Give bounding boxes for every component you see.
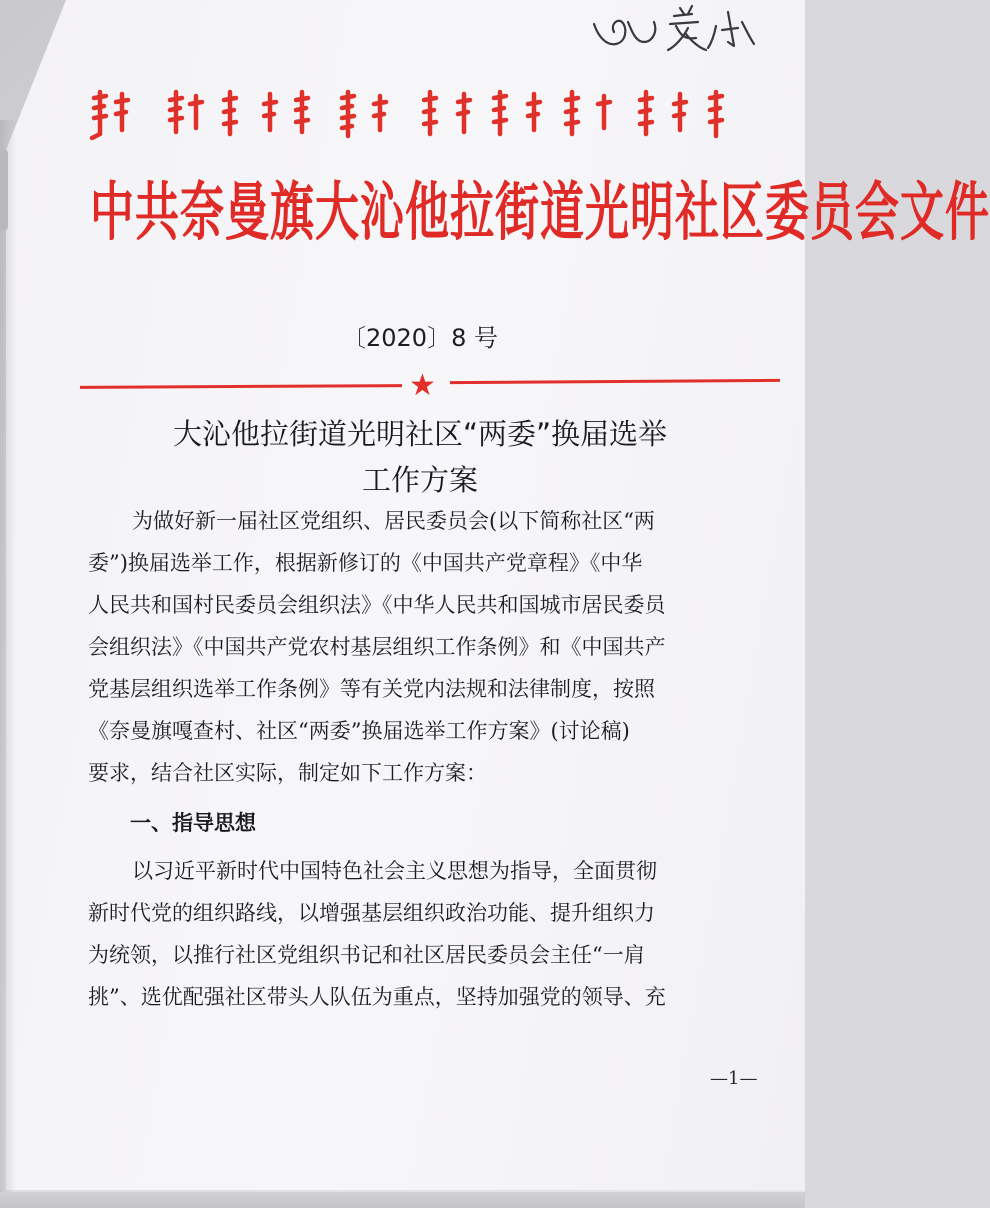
paragraph-line: 为做好新一届社区党组织、居民委员会(以下简称社区“两 [132, 509, 655, 533]
star-icon: ★ [409, 368, 436, 403]
paragraph-line: 新时代党的组织路线，以增强基层组织政治功能、提升组织力 [88, 901, 655, 925]
guiding-ideology-paragraph [88, 850, 788, 1018]
paragraph-line: 委”)换届选举工作，根据新修订的《中国共产党章程》《中华 [88, 551, 643, 575]
paragraph-line: 为统领，以推行社区党组织书记和社区居民委员会主任“一肩 [88, 943, 645, 967]
table-surface [0, 1192, 805, 1208]
paragraph-line: 党基层组织选举工作条例》等有关党内法规和法律制度，按照 [88, 677, 655, 701]
handwritten-signature [588, 2, 788, 64]
page-fold-shadow [0, 120, 16, 1200]
paragraph-line: 挑”、选优配强社区带头人队伍为重点，坚持加强党的领导、充 [88, 985, 666, 1009]
paragraph-line: 《奈曼旗嘎查村、社区“两委”换届选举工作方案》(讨论稿) [88, 719, 630, 743]
issuing-authority-title: 中共奈曼旗大沁他拉街道光明社区委员会文件 [90, 175, 990, 250]
document-number: 〔2020〕8 号 [342, 324, 498, 352]
section-heading-guiding-ideology: 一、指导思想 [130, 811, 256, 835]
document-title-line-1: 大沁他拉街道光明社区“两委”换届选举 [172, 417, 668, 451]
paragraph-line: 要求，结合社区实际，制定如下工作方案： [88, 761, 487, 785]
binder-clip-edge [0, 150, 8, 230]
paragraph-line: 人民共和国村民委员会组织法》《中华人民共和国城市居民委员 [88, 593, 666, 617]
page-number: —1— [710, 1068, 758, 1089]
document-title-line-2: 工作方案 [361, 463, 478, 497]
mongolian-script-header [80, 84, 740, 140]
paragraph-line: 会组织法》《中国共产党农村基层组织工作条例》和《中国共产 [88, 635, 666, 659]
paragraph-line: 以习近平新时代中国特色社会主义思想为指导，全面贯彻 [132, 859, 657, 883]
intro-paragraph [88, 500, 788, 794]
